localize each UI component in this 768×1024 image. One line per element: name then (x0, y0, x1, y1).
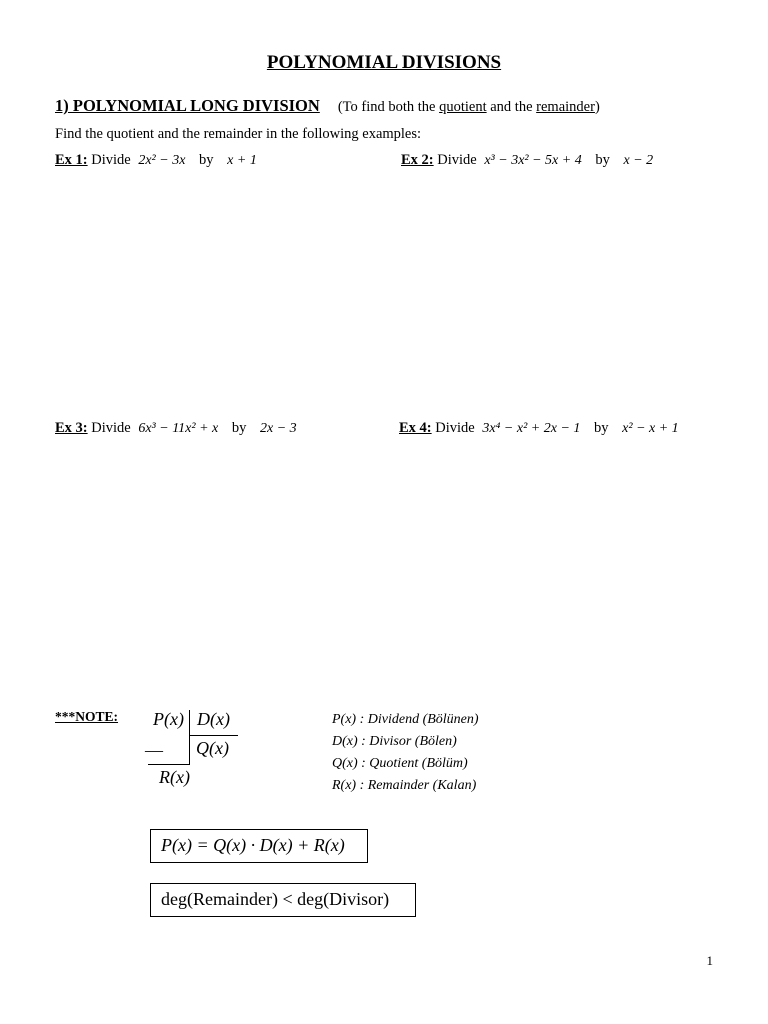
scheme-remainder: R(x) (159, 767, 190, 787)
section-heading (55, 96, 600, 116)
definition-item: Q(x) : Quotient (Bölüm) (332, 756, 468, 771)
subtitle-part: ) (594, 99, 600, 115)
scheme-divisor-underline (190, 735, 238, 736)
subtitle-part: and the (486, 99, 537, 115)
section-title: 1) POLYNOMIAL LONG DIVISION (55, 96, 320, 115)
page-number: 1 (706, 953, 713, 968)
division-formula: P(x) = Q(x) · D(x) + R(x) (161, 835, 345, 855)
example-dividend: 2x² − 3x (138, 153, 186, 168)
example-by: by (199, 152, 214, 168)
definition-item: R(x) : Remainder (Kalan) (332, 778, 477, 793)
example-3 (55, 420, 297, 437)
example-label: Ex 4: (399, 420, 432, 436)
example-verb: Divide (437, 152, 477, 168)
example-by: by (595, 152, 610, 168)
example-divisor: x + 1 (227, 153, 257, 168)
scheme-divisor: D(x) (197, 709, 230, 729)
instruction-text: Find the quotient and the remainder in the following examples: (55, 126, 422, 142)
example-dividend: x³ − 3x² − 5x + 4 (484, 153, 582, 168)
example-label: Ex 2: (401, 152, 434, 168)
section-subtitle (338, 99, 600, 115)
example-dividend: 6x³ − 11x² + x (138, 421, 219, 436)
example-by: by (594, 420, 609, 436)
example-divisor: x² − x + 1 (622, 421, 679, 436)
example-divisor: x − 2 (623, 153, 654, 168)
remainder-word: remainder (536, 99, 595, 115)
example-verb: Divide (91, 420, 131, 436)
example-label: Ex 1: (55, 152, 88, 168)
scheme-quotient: Q(x) (196, 738, 229, 758)
definition-item: P(x) : Dividend (Bölünen) (332, 712, 479, 727)
scheme-vertical-bar (189, 710, 190, 764)
subtitle-part: (To find both the (337, 99, 440, 115)
definitions-list (332, 709, 479, 797)
scheme-dividend: P(x) (153, 709, 184, 729)
definition-item: D(x) : Divisor (Bölen) (332, 734, 457, 749)
page-title: POLYNOMIAL DIVISIONS (266, 52, 502, 73)
example-4 (399, 420, 679, 437)
example-by: by (231, 420, 247, 436)
formula-box-division (150, 829, 368, 863)
scheme-subtract-line (148, 764, 190, 765)
example-verb: Divide (91, 152, 131, 168)
formula-box-degree (150, 883, 416, 917)
example-1 (55, 152, 257, 169)
quotient-word: quotient (439, 99, 487, 115)
example-verb: Divide (435, 420, 475, 436)
example-2 (401, 152, 653, 169)
scheme-minus: — (145, 740, 163, 760)
note-label: ***NOTE: (55, 709, 119, 724)
degree-formula: deg(Remainder) < deg(Divisor) (161, 889, 390, 909)
example-dividend: 3x⁴ − x² + 2x − 1 (482, 421, 581, 436)
example-divisor: 2x − 3 (260, 421, 297, 436)
example-label: Ex 3: (55, 420, 88, 436)
